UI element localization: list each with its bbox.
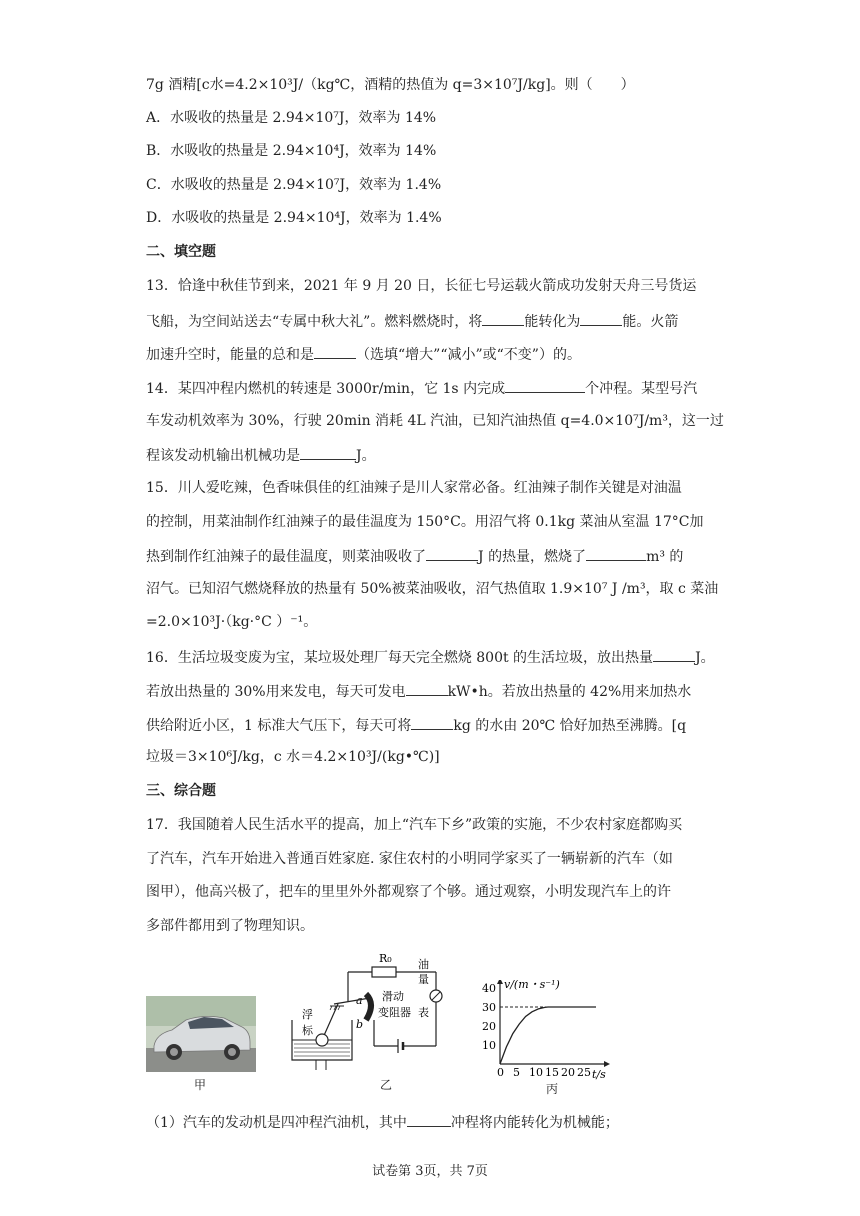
resistor-r0 <box>372 967 396 977</box>
svg-text:标: 标 <box>302 1024 313 1037</box>
answer-blank[interactable] <box>505 378 585 393</box>
q13-line1: 13．恰逢中秋佳节到来，2021 年 9 月 20 日，长征七号运载火箭成功发射天舟三号货运 <box>146 278 697 294</box>
q13-line2 <box>146 311 678 331</box>
q15-line5: =2.0×10³J·（kg·°C ）⁻¹。 <box>146 614 318 630</box>
y-tick-label: 40 <box>482 982 496 995</box>
q12-line1: 7g 酒精[c水=4.2×10³J/（kg℃，酒精的热值为 q=3×10⁷J/kg]。则（ ） <box>146 77 635 93</box>
section-fill-in-title: 二、填空题 <box>146 244 216 260</box>
svg-text:a: a <box>356 994 363 1007</box>
svg-text:表: 表 <box>418 1006 429 1019</box>
answer-blank[interactable] <box>653 647 695 662</box>
answer-blank[interactable] <box>407 1112 451 1127</box>
q13-l2a: 飞船，为空间站送去“专属中秋大礼”。燃料燃烧时，将 <box>146 314 483 330</box>
answer-blank[interactable] <box>411 715 453 730</box>
svg-text:浮: 浮 <box>302 1008 313 1021</box>
q13-l2b: 能转化为 <box>524 314 581 330</box>
figure-label-jia: 甲 <box>194 1078 207 1092</box>
q16-line3 <box>146 715 686 735</box>
q13-l3b: （选填“增大”“减小”或“不变”）的。 <box>356 347 581 363</box>
q16-line2 <box>146 681 691 701</box>
answer-blank[interactable] <box>314 344 356 359</box>
q16-l3a: 供给附近小区，1 标准大气压下，每天可将 <box>146 718 412 734</box>
svg-text:油: 油 <box>418 958 429 971</box>
q16-l2a: 若放出热量的 30%用来发电，每天可发电 <box>146 684 406 700</box>
q12-option-d: D．水吸收的热量是 2.94×10⁴J，效率为 1.4% <box>146 210 442 226</box>
q16-line1 <box>146 647 715 667</box>
q16-l1a: 16．生活垃圾变废为宝，某垃圾处理厂每天完全燃烧 800t 的生活垃圾，放出热量 <box>146 650 654 666</box>
section-comprehensive-title: 三、综合题 <box>146 783 216 799</box>
q16-line4: 垃圾＝3×10⁶J/kg，c 水＝4.2×10³J/(kg•℃)] <box>146 749 440 765</box>
q17-line3: 图甲），他高兴极了，把车的里里外外都观察了个够。通过观察，小明发现汽车上的许 <box>146 884 671 900</box>
q13-l2c: 能。火箭 <box>622 314 679 330</box>
r0-label: R₀ <box>379 952 392 965</box>
car-photo <box>146 996 256 1072</box>
y-tick-label: 20 <box>482 1020 496 1033</box>
q12-option-c: C．水吸收的热量是 2.94×10⁷J，效率为 1.4% <box>146 177 442 193</box>
q15-l3b: J 的热量，燃烧了 <box>478 549 587 565</box>
q12-option-a: A．水吸收的热量是 2.94×10⁷J，效率为 14% <box>146 110 437 126</box>
velocity-time-chart <box>476 980 616 1080</box>
page-footer: 试卷第 3页，共 7页 <box>372 1164 488 1179</box>
answer-blank[interactable] <box>482 311 524 326</box>
x-tick-label: 5 <box>513 1066 520 1079</box>
answer-blank[interactable] <box>586 546 646 561</box>
velocity-curve <box>500 1007 596 1064</box>
q14-l3b: J。 <box>356 448 376 464</box>
svg-text:变阻器: 变阻器 <box>378 1006 411 1019</box>
q14-line3 <box>146 445 376 465</box>
q14-l1b: 个冲程。某型号汽 <box>585 381 698 397</box>
y-tick-label: 10 <box>482 1039 496 1052</box>
q17-line2: 了汽车，汽车开始进入普通百姓家庭. 家住农村的小明同学家买了一辆崭新的汽车（如 <box>146 851 673 867</box>
x-tick-label: 10 <box>529 1066 543 1079</box>
x-tick-label: 25 <box>577 1066 591 1079</box>
q15-line4: 沼气。已知沼气燃烧释放的热量有 50%被菜油吸收，沼气热值取 1.9×10⁷ J /m³，取 c 菜油 <box>146 581 719 597</box>
x-tick-label: 0 <box>497 1066 504 1079</box>
q17-sub1 <box>146 1112 619 1132</box>
q14-l1a: 14．某四冲程内燃机的转速是 3000r/min，它 1s 内完成 <box>146 381 506 397</box>
q17-line4: 多部件都用到了物理知识。 <box>146 918 314 934</box>
fuel-gauge-circuit-diagram <box>286 946 466 1074</box>
q15-line1: 15．川人爱吃辣，色香味俱佳的红油辣子是川人家常必备。红油辣子制作关键是对油温 <box>146 480 682 496</box>
q16-l2b: kW•h。若放出热量的 42%用来加热水 <box>447 684 692 700</box>
float-lever <box>334 998 370 1004</box>
y-axis-label: v/(m・s⁻¹) <box>504 980 560 991</box>
q12-option-b: B．水吸收的热量是 2.94×10⁴J，效率为 14% <box>146 143 437 159</box>
q15-l3a: 热到制作红油辣子的最佳温度，则菜油吸收了 <box>146 549 426 565</box>
q15-l3c: m³ 的 <box>646 549 684 565</box>
q17-sub1a: （1）汽车的发动机是四冲程汽油机，其中 <box>146 1115 407 1131</box>
q17-sub1b: 冲程将内能转化为机械能； <box>450 1115 619 1131</box>
x-axis-label: t/s <box>592 1068 606 1080</box>
q14-l3a: 程该发动机输出机械功是 <box>146 448 300 464</box>
answer-blank[interactable] <box>426 546 478 561</box>
q16-l3b: kg 的水由 20℃ 恰好加热至沸腾。[q <box>453 718 687 734</box>
q15-line2: 的控制，用菜油制作红油辣子的最佳温度为 150°C。用沼气将 0.1kg 菜油从室温 17°C加 <box>146 514 704 530</box>
q15-line3 <box>146 546 683 566</box>
q13-l3a: 加速升空时，能量的总和是 <box>146 347 314 363</box>
q13-line3 <box>146 344 581 364</box>
float <box>316 1034 328 1046</box>
x-tick-label: 15 <box>545 1066 559 1079</box>
q14-line2: 车发动机效率为 30%，行驶 20min 消耗 4L 汽油，已知汽油热值 q=4.0×10⁷J/m³，这一过 <box>146 413 724 429</box>
q17-line1: 17．我国随着人民生活水平的提高，加上“汽车下乡”政策的实施，不少农村家庭都购买 <box>146 817 683 833</box>
y-tick-label: 30 <box>482 1001 496 1014</box>
answer-blank[interactable] <box>406 681 448 696</box>
x-tick-label: 20 <box>561 1066 575 1079</box>
figure-label-yi: 乙 <box>380 1078 393 1092</box>
q14-line1 <box>146 378 697 398</box>
figure-label-bing: 丙 <box>546 1082 559 1096</box>
svg-text:滑动: 滑动 <box>382 990 404 1003</box>
svg-text:量: 量 <box>418 973 429 986</box>
q16-l1b: J。 <box>695 650 715 666</box>
svg-text:b: b <box>356 1018 364 1031</box>
answer-blank[interactable] <box>300 445 356 460</box>
answer-blank[interactable] <box>580 311 622 326</box>
